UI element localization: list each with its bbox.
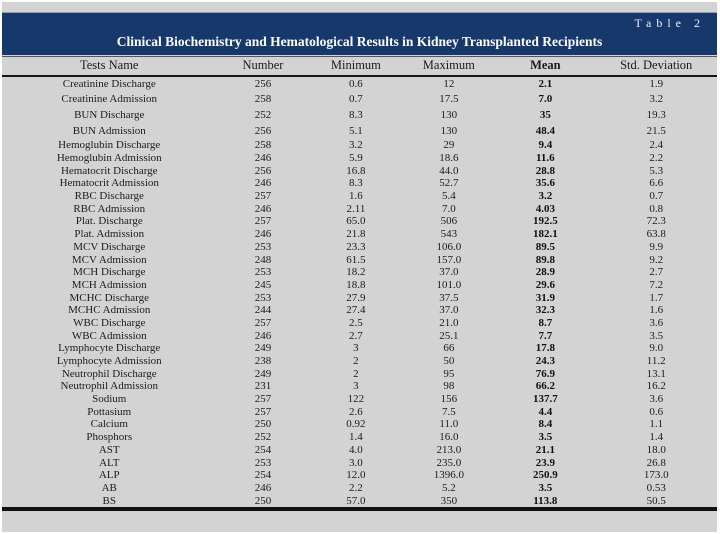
value-cell: 3.6 — [649, 393, 664, 406]
table-row — [2, 279, 717, 292]
value-cell: 2.5 — [349, 317, 363, 329]
value-cell: 245 — [254, 279, 272, 291]
table-body — [2, 76, 717, 508]
value-cell: 543 — [440, 228, 458, 241]
value-cell: 130 — [440, 125, 458, 137]
table-row — [2, 368, 717, 381]
value-cell: 1.9 — [649, 77, 664, 90]
test-name-cell: Calcium — [90, 418, 128, 431]
value-cell: 21.1 — [535, 444, 555, 456]
value-cell: 250 — [254, 418, 272, 431]
value-cell: 2.7 — [649, 266, 664, 279]
value-cell: 5.9 — [349, 152, 363, 165]
value-cell: 11.6 — [536, 152, 555, 165]
value-cell: 4.0 — [349, 444, 363, 456]
value-cell: 256 — [254, 164, 272, 177]
value-cell: 246 — [254, 228, 272, 241]
value-cell: 257 — [254, 393, 272, 406]
value-cell: 246 — [254, 329, 272, 342]
value-cell: 21.8 — [346, 228, 366, 241]
value-cell: 98 — [443, 380, 455, 393]
value-cell: 113.8 — [533, 494, 558, 507]
value-cell: 8.7 — [538, 317, 553, 329]
value-cell: 249 — [254, 367, 272, 380]
value-cell: 48.4 — [535, 125, 555, 137]
column-header: Number — [217, 57, 310, 76]
value-cell: 8.3 — [349, 177, 363, 190]
page-canvas — [2, 2, 717, 532]
value-cell: 37.0 — [439, 304, 459, 317]
value-cell: 258 — [254, 93, 272, 105]
value-cell: 182.1 — [532, 228, 558, 241]
value-cell: 6.6 — [649, 177, 664, 190]
table-row — [2, 381, 717, 394]
value-cell: 13.1 — [646, 367, 666, 380]
value-cell: 3.2 — [538, 190, 553, 203]
value-cell: 244 — [254, 304, 272, 317]
value-cell: 246 — [254, 482, 272, 494]
table-row — [2, 457, 717, 470]
value-cell: 2.6 — [349, 405, 363, 418]
test-name-cell: Hematocrit Discharge — [60, 164, 158, 177]
test-name-cell: ALT — [99, 456, 120, 469]
table-row — [2, 304, 717, 317]
value-cell: 7.0 — [538, 93, 553, 105]
test-name-cell: Plat. Discharge — [75, 215, 143, 228]
value-cell: 101.0 — [436, 279, 462, 291]
table-number-label: Table 2 — [634, 16, 705, 30]
test-name-cell: AB — [101, 482, 117, 494]
table-row — [2, 190, 717, 203]
table-row — [2, 108, 717, 124]
table-bottom-rule — [2, 507, 717, 511]
value-cell: 37.0 — [439, 266, 459, 279]
value-cell: 35 — [539, 109, 551, 121]
value-cell: 95 — [443, 367, 455, 380]
value-cell: 66.2 — [535, 380, 555, 393]
value-cell: 27.4 — [346, 304, 366, 317]
value-cell: 246 — [254, 152, 272, 165]
test-name-cell: Hemoglubin Discharge — [58, 139, 161, 152]
value-cell: 238 — [254, 355, 272, 368]
value-cell: 8.4 — [538, 418, 553, 431]
value-cell: 250 — [254, 494, 272, 507]
value-cell: 256 — [254, 77, 272, 90]
value-cell: 350 — [440, 494, 458, 507]
value-cell: 23.3 — [346, 241, 366, 253]
value-cell: 213.0 — [436, 444, 462, 456]
value-cell: 254 — [254, 469, 272, 482]
value-cell: 29 — [443, 139, 455, 152]
column-header: Mean — [495, 57, 595, 76]
value-cell: 50.5 — [646, 494, 666, 507]
table-row — [2, 495, 717, 508]
value-cell: 0.7 — [349, 93, 363, 105]
value-cell: 4.4 — [538, 405, 553, 418]
table-row — [2, 92, 717, 108]
value-cell: 9.4 — [538, 139, 553, 152]
table-row — [2, 419, 717, 432]
value-cell: 37.5 — [439, 291, 459, 304]
table-row — [2, 178, 717, 191]
value-cell: 1.4 — [649, 431, 664, 444]
value-cell: 17.5 — [439, 93, 459, 105]
value-cell: 27.9 — [346, 291, 366, 304]
value-cell: 246 — [254, 177, 272, 190]
value-cell: 3.5 — [649, 329, 664, 342]
value-cell: 253 — [254, 291, 272, 304]
table-row — [2, 469, 717, 482]
value-cell: 137.7 — [532, 393, 558, 406]
value-cell: 5.3 — [649, 164, 664, 177]
value-cell: 16.2 — [646, 380, 666, 393]
value-cell: 16.8 — [346, 164, 366, 177]
column-header: Std. Deviation — [595, 57, 717, 76]
value-cell: 157.0 — [436, 253, 462, 266]
value-cell: 3.0 — [349, 456, 363, 469]
value-cell: 18.0 — [646, 444, 666, 456]
test-name-cell: Lymphocyte Admission — [56, 355, 162, 368]
results-table — [2, 56, 717, 507]
value-cell: 257 — [254, 317, 272, 329]
value-cell: 11.0 — [439, 418, 459, 431]
value-cell: 12 — [443, 77, 455, 90]
value-cell: 7.5 — [441, 405, 456, 418]
value-cell: 3 — [353, 380, 359, 393]
value-cell: 5.4 — [441, 190, 456, 203]
value-cell: 16.0 — [439, 431, 459, 444]
value-cell: 253 — [254, 266, 272, 279]
value-cell: 61.5 — [346, 253, 366, 266]
value-cell: 3.5 — [538, 431, 553, 444]
table-row — [2, 254, 717, 267]
test-name-cell: ALP — [98, 469, 120, 482]
value-cell: 253 — [254, 241, 272, 253]
value-cell: 0.6 — [349, 77, 363, 90]
value-cell: 249 — [254, 342, 272, 355]
value-cell: 3 — [353, 342, 359, 355]
table-header — [2, 57, 717, 76]
test-name-cell: Creatinine Admission — [61, 93, 158, 105]
value-cell: 3.6 — [649, 317, 664, 329]
value-cell: 50 — [443, 355, 455, 368]
test-name-cell: WBC Discharge — [73, 317, 146, 329]
value-cell: 257 — [254, 405, 272, 418]
column-header: Tests Name — [2, 57, 217, 76]
value-cell: 248 — [254, 253, 272, 266]
value-cell: 28.8 — [535, 164, 555, 177]
value-cell: 192.5 — [532, 215, 558, 228]
value-cell: 253 — [254, 456, 272, 469]
value-cell: 25.1 — [439, 329, 459, 342]
value-cell: 35.6 — [535, 177, 555, 190]
value-cell: 257 — [254, 215, 272, 228]
value-cell: 173.0 — [643, 469, 669, 482]
value-cell: 235.0 — [436, 456, 462, 469]
column-header: Minimum — [309, 57, 402, 76]
value-cell: 18.6 — [439, 152, 459, 165]
table-row — [2, 406, 717, 419]
value-cell: 52.7 — [439, 177, 459, 190]
table-row — [2, 140, 717, 153]
value-cell: 9.2 — [649, 253, 664, 266]
value-cell: 3.2 — [649, 93, 664, 105]
value-cell: 258 — [254, 139, 272, 152]
value-cell: 0.7 — [649, 190, 664, 203]
value-cell: 0.8 — [649, 202, 664, 215]
value-cell: 29.6 — [535, 279, 555, 291]
value-cell: 7.0 — [441, 202, 456, 215]
table-row — [2, 228, 717, 241]
test-name-cell: AST — [98, 444, 120, 456]
value-cell: 1.6 — [649, 304, 664, 317]
test-name-cell: Phosphors — [86, 431, 133, 444]
test-name-cell: BS — [102, 494, 116, 507]
table-row — [2, 241, 717, 254]
test-name-cell: Plat. Admission — [74, 228, 145, 241]
value-cell: 2.7 — [349, 329, 363, 342]
test-name-cell: BUN Admission — [72, 125, 146, 137]
table-row — [2, 355, 717, 368]
table-row — [2, 124, 717, 140]
test-name-cell: MCH Discharge — [73, 266, 146, 279]
test-name-cell: RBC Admission — [73, 202, 146, 215]
table-row — [2, 393, 717, 406]
value-cell: 19.3 — [646, 109, 666, 121]
test-name-cell: Neutrophil Admission — [60, 380, 158, 393]
value-cell: 2 — [353, 367, 359, 380]
value-cell: 0.92 — [346, 418, 366, 431]
value-cell: 506 — [440, 215, 458, 228]
header-row — [2, 57, 717, 76]
table-row — [2, 292, 717, 305]
test-name-cell: Pottasium — [87, 405, 132, 418]
value-cell: 254 — [254, 444, 272, 456]
value-cell: 12.0 — [346, 469, 366, 482]
value-cell: 7.7 — [538, 329, 553, 342]
test-name-cell: MCHC Discharge — [69, 291, 150, 304]
value-cell: 89.8 — [535, 253, 555, 266]
value-cell: 31.9 — [535, 291, 555, 304]
value-cell: 28.9 — [535, 266, 555, 279]
table-row — [2, 216, 717, 229]
value-cell: 18.8 — [346, 279, 366, 291]
value-cell: 156 — [440, 393, 458, 406]
value-cell: 2.2 — [349, 482, 363, 494]
test-name-cell: Sodium — [92, 393, 127, 406]
table-row — [2, 203, 717, 216]
value-cell: 7.2 — [649, 279, 664, 291]
value-cell: 1396.0 — [433, 469, 464, 482]
value-cell: 106.0 — [436, 241, 462, 253]
value-cell: 2.1 — [538, 77, 553, 90]
value-cell: 122 — [347, 393, 365, 406]
table-row — [2, 266, 717, 279]
value-cell: 23.9 — [535, 456, 555, 469]
value-cell: 2.2 — [649, 152, 664, 165]
value-cell: 250.9 — [532, 469, 558, 482]
test-name-cell: MCV Admission — [71, 253, 147, 266]
test-name-cell: MCHC Admission — [68, 304, 151, 317]
table-row — [2, 444, 717, 457]
table-banner — [2, 12, 717, 55]
value-cell: 17.8 — [535, 342, 555, 355]
table-row — [2, 431, 717, 444]
value-cell: 256 — [254, 125, 272, 137]
table-row — [2, 330, 717, 343]
value-cell: 231 — [254, 380, 272, 393]
value-cell: 21.0 — [439, 317, 459, 329]
value-cell: 252 — [254, 109, 272, 121]
value-cell: 9.0 — [649, 342, 664, 355]
value-cell: 63.8 — [646, 228, 666, 241]
value-cell: 2.4 — [649, 139, 664, 152]
value-cell: 5.2 — [441, 482, 456, 494]
value-cell: 32.3 — [535, 304, 555, 317]
value-cell: 89.5 — [535, 241, 555, 253]
value-cell: 2.11 — [346, 202, 366, 215]
test-name-cell: Hematocrit Admission — [59, 177, 159, 190]
value-cell: 11.2 — [646, 355, 666, 368]
test-name-cell: Creatinine Discharge — [62, 77, 156, 90]
value-cell: 3.5 — [538, 482, 553, 494]
value-cell: 72.3 — [646, 215, 666, 228]
test-name-cell: Hemoglubin Admission — [56, 152, 162, 165]
value-cell: 130 — [440, 109, 458, 121]
value-cell: 24.3 — [535, 355, 555, 368]
table-row — [2, 165, 717, 178]
test-name-cell: RBC Discharge — [74, 190, 144, 203]
value-cell: 8.3 — [349, 109, 363, 121]
test-name-cell: BUN Discharge — [74, 109, 145, 121]
value-cell: 57.0 — [346, 494, 366, 507]
table-title: Clinical Biochemistry and Hematological Results in Kidney Transplanted Recipients — [116, 34, 603, 49]
value-cell: 26.8 — [646, 456, 666, 469]
value-cell: 1.4 — [349, 431, 363, 444]
value-cell: 5.1 — [349, 125, 363, 137]
value-cell: 0.53 — [646, 482, 666, 494]
test-name-cell: Lymphocyte Discharge — [58, 342, 161, 355]
value-cell: 257 — [254, 190, 272, 203]
column-header: Maximum — [402, 57, 495, 76]
table-row — [2, 152, 717, 165]
value-cell: 65.0 — [346, 215, 366, 228]
value-cell: 76.9 — [535, 367, 555, 380]
test-name-cell: Neutrophil Discharge — [61, 367, 157, 380]
table-row — [2, 76, 717, 92]
value-cell: 1.7 — [649, 291, 664, 304]
value-cell: 18.2 — [346, 266, 366, 279]
value-cell: 66 — [443, 342, 455, 355]
value-cell: 1.6 — [349, 190, 363, 203]
value-cell: 2 — [353, 355, 359, 368]
value-cell: 21.5 — [646, 125, 666, 137]
test-name-cell: WBC Admission — [71, 329, 147, 342]
table-row — [2, 482, 717, 495]
value-cell: 0.6 — [649, 405, 664, 418]
value-cell: 252 — [254, 431, 272, 444]
table-row — [2, 317, 717, 330]
value-cell: 3.2 — [349, 139, 363, 152]
test-name-cell: MCH Admission — [71, 279, 147, 291]
value-cell: 44.0 — [439, 164, 459, 177]
value-cell: 9.9 — [649, 241, 664, 253]
test-name-cell: MCV Discharge — [73, 241, 146, 253]
value-cell: 4.03 — [535, 202, 555, 215]
table-row — [2, 343, 717, 356]
value-cell: 1.1 — [649, 418, 664, 431]
value-cell: 246 — [254, 202, 272, 215]
